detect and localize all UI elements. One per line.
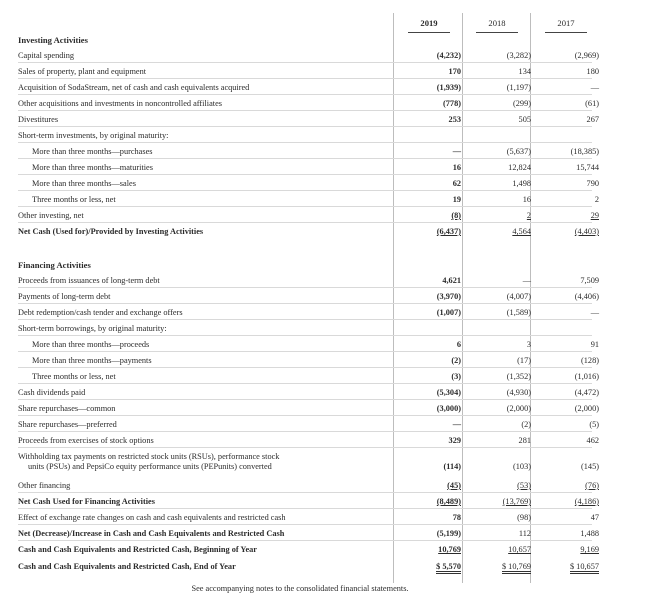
table-row xyxy=(18,208,599,223)
value-2017: 7,509 xyxy=(580,276,599,285)
row-label: More than three months—purchases xyxy=(32,147,153,156)
table-row xyxy=(18,401,599,416)
investing-total-row xyxy=(18,224,599,239)
table-row xyxy=(18,337,599,352)
value-2017: (76) xyxy=(585,481,599,490)
row-label: Payments of long-term debt xyxy=(18,292,111,301)
value-2017: 790 xyxy=(586,179,599,188)
value-2019: — xyxy=(452,147,461,156)
row-label: Short-term investments, by original maturity: xyxy=(18,131,169,140)
financing-activities-heading: Financing Activities xyxy=(18,260,91,270)
table-row xyxy=(18,305,599,320)
value-2018: $ 10,769 xyxy=(483,559,531,574)
value-2019: — xyxy=(452,420,461,429)
value-2017: (4,403) xyxy=(574,227,599,236)
value-2018: (103) xyxy=(513,462,531,471)
table-row xyxy=(18,510,599,525)
table-row xyxy=(18,478,599,493)
value-2017: 15,744 xyxy=(576,163,599,172)
value-2019: 170 xyxy=(448,67,461,76)
value-2019: (4,232) xyxy=(436,51,461,60)
row-label: Sales of property, plant and equipment xyxy=(18,67,147,76)
investing-activities-heading: Investing Activities xyxy=(18,35,88,45)
row-label: Share repurchases—common xyxy=(18,404,116,413)
value-2018: (1,589) xyxy=(506,308,531,317)
value-2019: (8) xyxy=(451,211,461,220)
value-2018: (17) xyxy=(517,356,531,365)
row-label: Net (Decrease)/Increase in Cash and Cash Equivalents and Restricted Cash xyxy=(18,529,285,538)
value-2017: 29 xyxy=(590,211,599,220)
value-2018: 505 xyxy=(518,115,531,124)
value-2018: (13,769) xyxy=(502,497,531,506)
value-2018: (2,000) xyxy=(506,404,531,413)
value-2019: (3,000) xyxy=(436,404,461,413)
value-2017: 180 xyxy=(586,67,599,76)
table-row xyxy=(18,273,599,288)
beginning-cash-row xyxy=(18,542,599,557)
table-row xyxy=(18,112,599,127)
value-2019: (5,199) xyxy=(436,529,461,538)
value-2018: (1,352) xyxy=(506,372,531,381)
value-2018: 12,824 xyxy=(508,163,531,172)
value-2019: 62 xyxy=(452,179,461,188)
table-row xyxy=(18,176,599,191)
table-row xyxy=(18,433,599,448)
value-2019: 19 xyxy=(452,195,461,204)
table-row xyxy=(18,452,599,474)
value-2018: (53) xyxy=(517,481,531,490)
value-2017: (128) xyxy=(581,356,599,365)
row-label: Proceeds from issuances of long-term debt xyxy=(18,276,160,285)
value-2017: $ 10,657 xyxy=(551,559,599,574)
value-2018: 3 xyxy=(526,340,531,349)
value-2018: 16 xyxy=(522,195,531,204)
table-row xyxy=(18,64,599,79)
value-2018: (1,197) xyxy=(506,83,531,92)
value-2019: (778) xyxy=(443,99,461,108)
year-header xyxy=(0,13,645,35)
value-2017: — xyxy=(590,83,599,92)
table-row xyxy=(18,321,592,336)
ending-cash-row xyxy=(18,559,599,574)
value-2019: 329 xyxy=(448,436,461,445)
value-2019: (3) xyxy=(451,372,461,381)
value-2017: 267 xyxy=(586,115,599,124)
value-2019: (6,437) xyxy=(436,227,461,236)
table-row xyxy=(18,369,599,384)
row-label: Capital spending xyxy=(18,51,74,60)
value-2017: (1,016) xyxy=(574,372,599,381)
value-2018: — xyxy=(522,276,531,285)
value-2018: (3,282) xyxy=(506,51,531,60)
table-row xyxy=(18,192,599,207)
row-label: Other investing, net xyxy=(18,211,84,220)
value-2019: $ 5,570 xyxy=(413,559,461,574)
value-2017: 462 xyxy=(586,436,599,445)
value-2018: 10,657 xyxy=(508,545,531,554)
value-2018: 134 xyxy=(518,67,531,76)
value-2019: (8,489) xyxy=(436,497,461,506)
year-2019-header: 2019 xyxy=(420,18,438,28)
table-row xyxy=(18,96,599,111)
value-2018: (4,930) xyxy=(506,388,531,397)
row-label: Cash dividends paid xyxy=(18,388,86,397)
value-2017: 47 xyxy=(590,513,599,522)
value-2018: 4,564 xyxy=(512,227,531,236)
year-2017-header: 2017 xyxy=(557,18,575,28)
value-2017: (2,000) xyxy=(574,404,599,413)
table-row xyxy=(18,128,592,143)
row-label: Debt redemption/cash tender and exchange offers xyxy=(18,308,183,317)
row-label: Divestitures xyxy=(18,115,59,124)
row-label: Withholding tax payments on restricted stock units (RSUs), performance stock units (PSUs) and PepsiCo equity performance units (PEPunits) converted xyxy=(18,452,280,471)
value-2017: (4,472) xyxy=(574,388,599,397)
value-2019: (5,304) xyxy=(436,388,461,397)
value-2019: 16 xyxy=(452,163,461,172)
value-2017: (2,969) xyxy=(574,51,599,60)
value-2017: (5) xyxy=(589,420,599,429)
row-label: Three months or less, net xyxy=(32,372,116,381)
row-label: Cash and Cash Equivalents and Restricted Cash, End of Year xyxy=(18,562,236,571)
value-2018: 2 xyxy=(526,211,531,220)
row-label: Short-term borrowings, by original maturity: xyxy=(18,324,167,333)
value-2017: (145) xyxy=(581,462,599,471)
table-row xyxy=(18,417,599,432)
row-label: Cash and Cash Equivalents and Restricted Cash, Beginning of Year xyxy=(18,545,257,554)
value-2019: 78 xyxy=(452,513,461,522)
value-2018: 281 xyxy=(518,436,531,445)
table-row xyxy=(18,289,599,304)
value-2018: (4,007) xyxy=(506,292,531,301)
value-2019: 4,621 xyxy=(442,276,461,285)
footnote: See accompanying notes to the consolidated financial statements. xyxy=(191,584,409,593)
table-row xyxy=(18,48,599,63)
value-2017: (61) xyxy=(585,99,599,108)
value-2019: (1,939) xyxy=(436,83,461,92)
value-2018: 1,498 xyxy=(512,179,531,188)
row-label: More than three months—sales xyxy=(32,179,136,188)
financing-total-row xyxy=(18,494,599,509)
row-label: Net Cash (Used for)/Provided by Investing Activities xyxy=(18,227,204,236)
table-row xyxy=(18,80,599,95)
value-2018: (98) xyxy=(517,513,531,522)
value-2018: (2) xyxy=(521,420,531,429)
row-label: More than three months—proceeds xyxy=(32,340,150,349)
value-2017: 2 xyxy=(594,195,599,204)
value-2019: 10,769 xyxy=(438,545,461,554)
value-2019: (1,007) xyxy=(436,308,461,317)
value-2017: (18,385) xyxy=(570,147,599,156)
table-row xyxy=(18,160,599,175)
value-2019: 6 xyxy=(456,340,461,349)
row-label: Other financing xyxy=(18,481,71,490)
value-2017: (4,406) xyxy=(574,292,599,301)
year-2018-header: 2018 xyxy=(488,18,506,28)
value-2019: (45) xyxy=(447,481,461,490)
table-row xyxy=(18,353,599,368)
table-row xyxy=(18,144,599,159)
value-2018: 112 xyxy=(518,529,531,538)
row-label: Share repurchases—preferred xyxy=(18,420,117,429)
value-2019: (3,970) xyxy=(436,292,461,301)
row-label: Three months or less, net xyxy=(32,195,116,204)
row-label: More than three months—payments xyxy=(32,356,152,365)
value-2019: (114) xyxy=(443,462,461,471)
value-2017: — xyxy=(590,308,599,317)
net-change-row xyxy=(18,526,599,541)
value-2018: (5,637) xyxy=(506,147,531,156)
value-2019: (2) xyxy=(451,356,461,365)
value-2017: 91 xyxy=(590,340,599,349)
value-2018: (299) xyxy=(513,99,531,108)
value-2017: 1,488 xyxy=(580,529,599,538)
row-label: Proceeds from exercises of stock options xyxy=(18,436,154,445)
value-2019: 253 xyxy=(448,115,461,124)
row-label: Net Cash Used for Financing Activities xyxy=(18,497,155,506)
row-label: Other acquisitions and investments in noncontrolled affiliates xyxy=(18,99,222,108)
row-label: Effect of exchange rate changes on cash and cash equivalents and restricted cash xyxy=(18,513,286,522)
row-label: Acquisition of SodaStream, net of cash and cash equivalents acquired xyxy=(18,83,250,92)
value-2017: (4,186) xyxy=(574,497,599,506)
table-row xyxy=(18,385,599,400)
row-label: More than three months—maturities xyxy=(32,163,153,172)
value-2017: 9,169 xyxy=(580,545,599,554)
